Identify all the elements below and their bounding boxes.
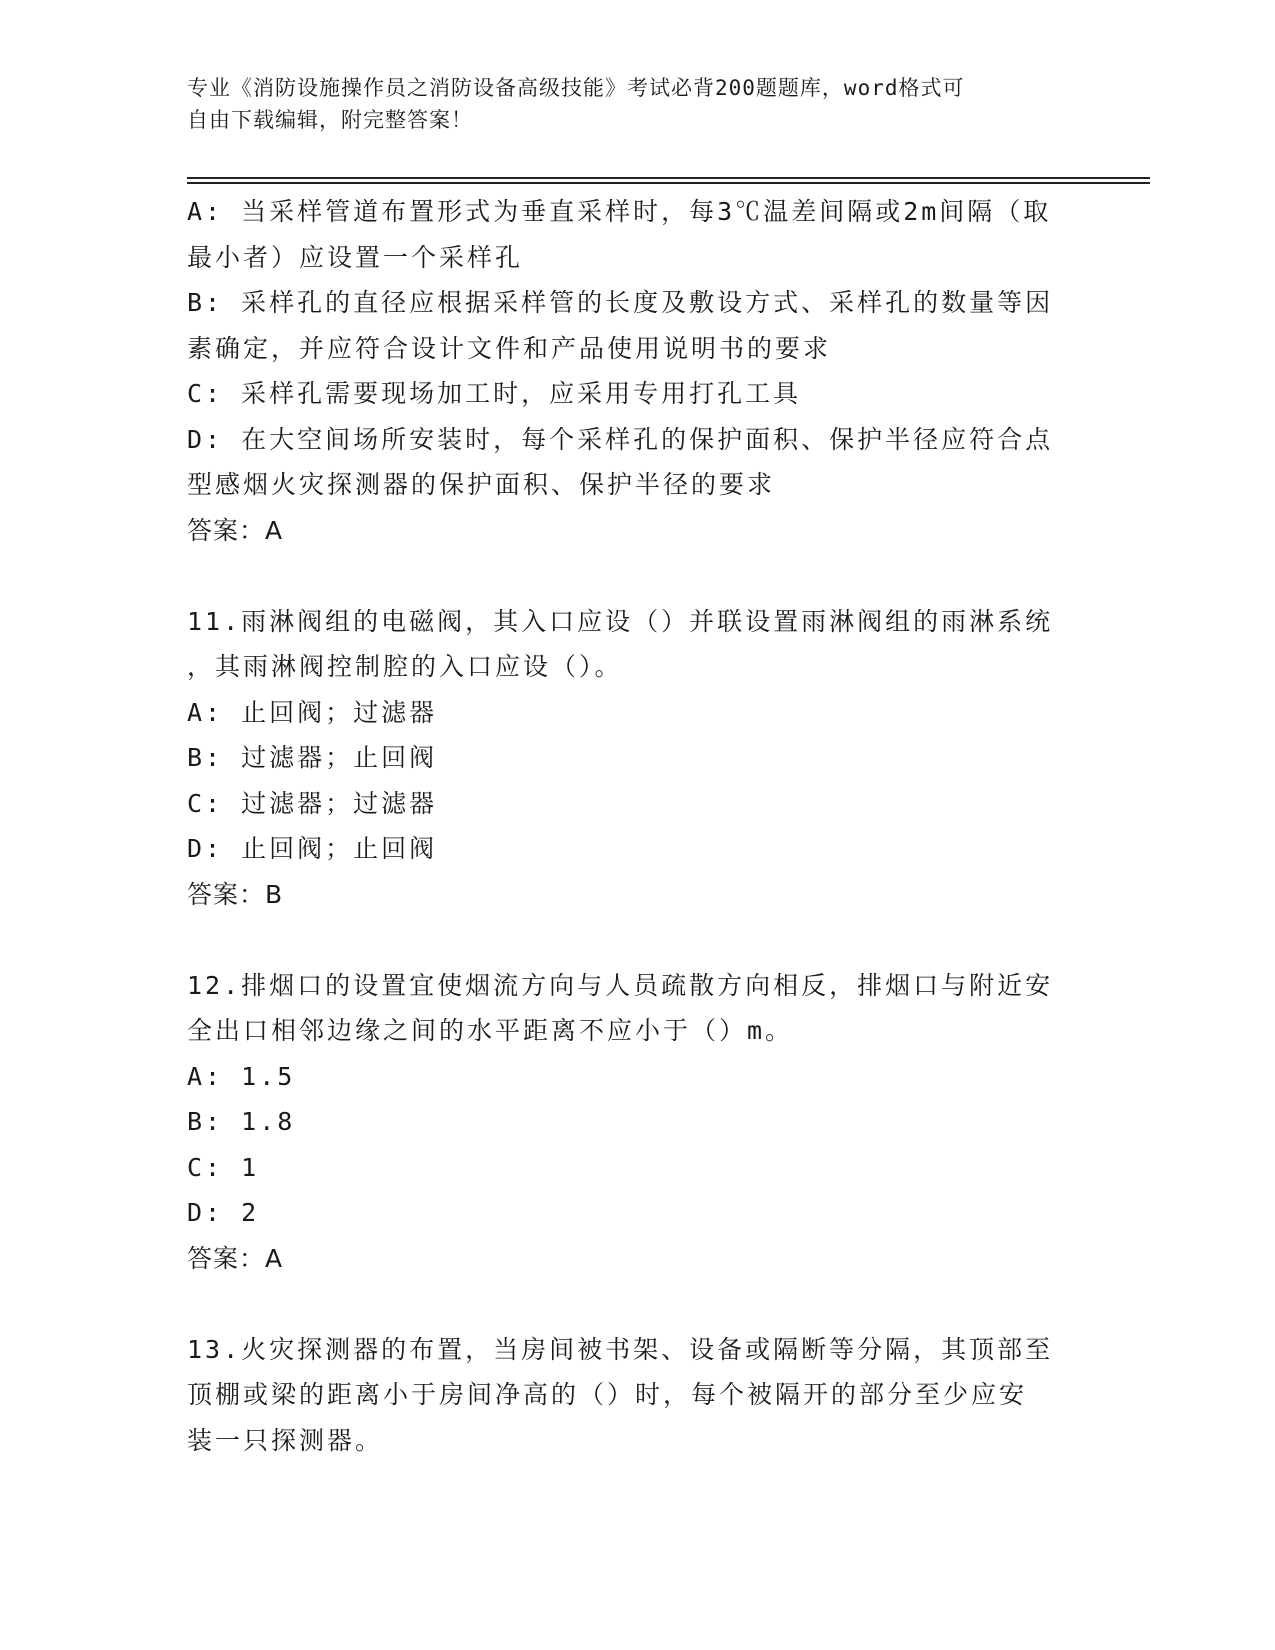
q12-option-b: B: 1.8 [187,1107,296,1136]
q13-stem-line-2: 顶棚或梁的距离小于房间净高的（）时，每个被隔开的部分至少应安 [187,1380,1028,1409]
header-line-2: 自由下载编辑，附完整答案！ [187,108,473,132]
question-10 [187,189,1087,553]
q12-option-c: C: 1 [187,1152,260,1182]
q12-stem-line-2: 全出口相邻边缘之间的水平距离不应小于（）m。 [187,1016,794,1045]
question-12 [187,963,1087,1282]
q12-answer: 答案：A [187,1243,284,1273]
header-line-1: 专业《消防设施操作员之消防设备高级技能》考试必背200题题库，word格式可 [187,76,965,100]
q10-option-a-line-2: 最小者）应设置一个采样孔 [187,242,524,272]
spacer [187,1281,1087,1327]
q12-option-d: D: 2 [187,1198,260,1227]
q10-option-b-line-1: B: 采样孔的直径应根据采样管的长度及敷设方式、采样孔的数量等因 [187,288,1054,317]
header-divider-bottom [187,182,1150,184]
q11-stem-line-1: 11.雨淋阀组的电磁阀，其入口应设（）并联设置雨淋阀组的雨淋系统 [187,606,1054,636]
q10-option-d-line-2: 型感烟火灾探测器的保护面积、保护半径的要求 [187,470,776,499]
question-11 [187,599,1087,918]
q11-option-b: B: 过滤器；止回阀 [187,743,438,772]
q12-option-a: A: 1.5 [187,1061,296,1091]
q11-option-c: C: 过滤器；过滤器 [187,788,438,818]
q10-option-a-line-1: A: 当采样管道布置形式为垂直采样时，每3℃温差间隔或2m间隔（取 [187,197,1052,226]
q11-stem-line-2: ，其雨淋阀控制腔的入口应设（）。 [187,652,623,681]
document-header [187,72,1067,136]
q11-option-a: A: 止回阀；过滤器 [187,697,438,727]
spacer [187,553,1087,599]
question-13 [187,1327,1087,1464]
q10-option-d-line-1: D: 在大空间场所安装时，每个采样孔的保护面积、保护半径应符合点 [187,424,1054,454]
q11-answer: 答案：B [187,879,284,909]
header-divider-top [187,177,1150,179]
q10-option-c: C: 采样孔需要现场加工时，应采用专用打孔工具 [187,379,802,408]
q10-answer: 答案：A [187,515,284,545]
q12-stem-line-1: 12.排烟口的设置宜使烟流方向与人员疏散方向相反，排烟口与附近安 [187,970,1054,1000]
q13-stem-line-1: 13.火灾探测器的布置，当房间被书架、设备或隔断等分隔，其顶部至 [187,1334,1054,1364]
spacer [187,917,1087,963]
q11-option-d: D: 止回阀；止回阀 [187,834,438,863]
question-content [187,189,1087,1463]
q10-option-b-line-2: 素确定，并应符合设计文件和产品使用说明书的要求 [187,333,832,363]
q13-stem-line-3: 装一只探测器。 [187,1425,384,1455]
